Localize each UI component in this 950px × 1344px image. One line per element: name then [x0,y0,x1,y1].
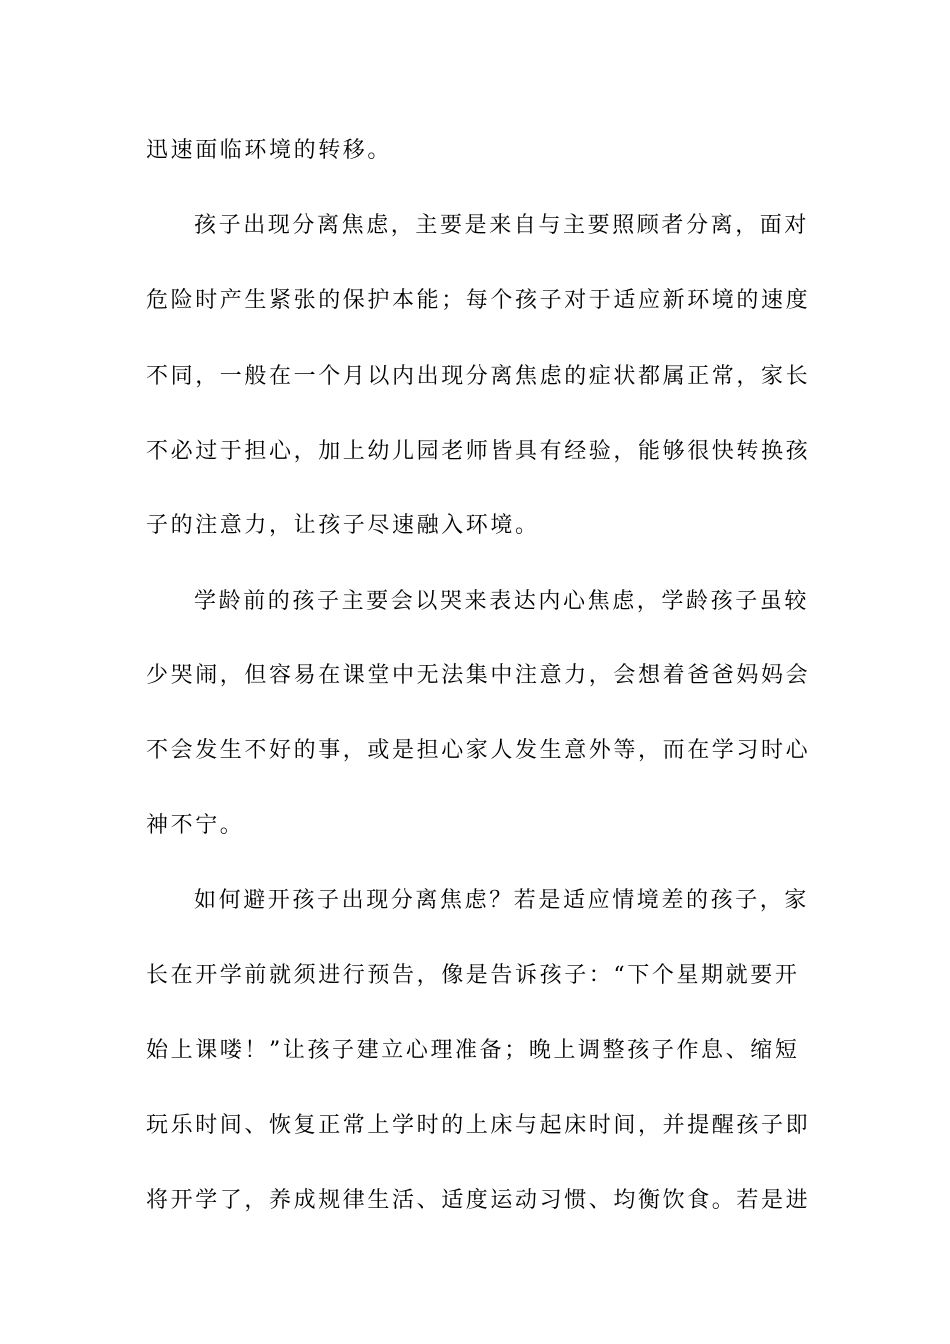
paragraph-line: 玩乐时间、恢复正常上学时的上床与起床时间，并提醒孩子即 [146,1113,811,1138]
paragraph-line: 不必过于担心，加上幼儿园老师皆具有经验，能够很快转换孩 [146,439,811,464]
paragraph-line: 始上课喽！”让孩子建立心理准备；晚上调整孩子作息、缩短 [146,1038,800,1063]
paragraph-line: 孩子出现分离焦虑，主要是来自与主要照顾者分离，面对 [194,213,810,238]
paragraph-line: 学龄前的孩子主要会以哭来表达内心焦虑，学龄孩子虽较 [194,589,810,614]
paragraph-line: 不会发生不好的事，或是担心家人发生意外等，而在学习时心 [146,738,811,763]
paragraph-line: 不同，一般在一个月以内出现分离焦虑的症状都属正常，家长 [146,364,811,389]
paragraph-line: 少哭闹，但容易在课堂中无法集中注意力，会想着爸爸妈妈会 [146,663,811,688]
paragraph-line: 将开学了，养成规律生活、适度运动习惯、均衡饮食。若是进 [146,1188,811,1213]
paragraph-line: 如何避开孩子出现分离焦虑？若是适应情境差的孩子，家 [194,888,810,913]
paragraph-line: 子的注意力，让孩子尽速融入环境。 [146,513,540,538]
paragraph-line: 长在开学前就须进行预告，像是告诉孩子：“下个星期就要开 [146,963,800,988]
paragraph-line: 神不宁。 [146,813,245,838]
paragraph-line: 危险时产生紧张的保护本能；每个孩子对于适应新环境的速度 [146,288,811,313]
paragraph-line: 迅速面临环境的转移。 [146,138,393,163]
